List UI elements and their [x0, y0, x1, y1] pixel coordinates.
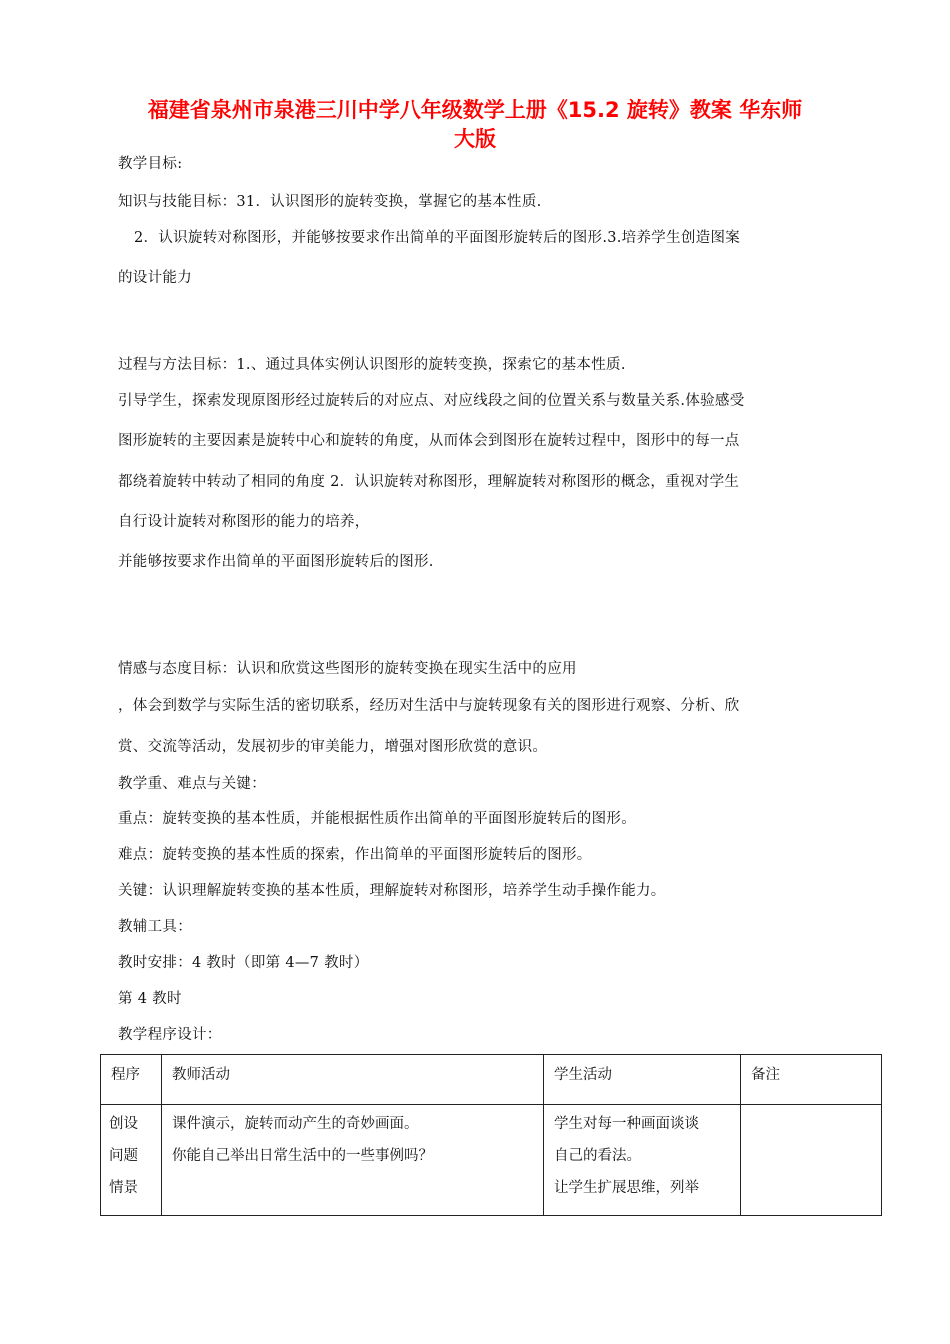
- student-activity-line: 学生对每一种画面谈谈: [554, 1116, 699, 1132]
- paragraph-line: 教学程序设计：: [118, 1027, 222, 1043]
- paragraph-line: 图形旋转的主要因素是旋转中心和旋转的角度，从而体会到图形在旋转过程中，图形中的每一点: [118, 433, 740, 449]
- section-heading-objectives: 教学目标:: [118, 156, 183, 172]
- table-cell: [544, 1105, 741, 1216]
- table-header-cell: [162, 1055, 544, 1105]
- table-header-cell: [544, 1055, 741, 1105]
- stage-cell: [101, 1105, 161, 1204]
- paragraph-line: 知识与技能目标：31．认识图形的旋转变换，掌握它的基本性质.: [118, 194, 542, 210]
- paragraph-line: 过程与方法目标：1.、通过具体实例认识图形的旋转变换，探索它的基本性质.: [118, 357, 626, 373]
- paragraph-line: 引导学生，探索发现原图形经过旋转后的对应点、对应线段之间的位置关系与数量关系.体验感受: [118, 393, 745, 409]
- lesson-plan-table: [100, 1054, 882, 1216]
- table-header-cell: [101, 1055, 162, 1105]
- student-activity-line: 自己的看法。: [554, 1148, 641, 1164]
- header-teacher-activity: 教师活动: [172, 1067, 230, 1083]
- header-procedure: 程序: [111, 1067, 140, 1083]
- section-heading-keypoints: 教学重、难点与关键：: [118, 776, 266, 792]
- teacher-activity-line: 课件演示，旋转而动产生的奇妙画面。: [172, 1116, 419, 1132]
- paragraph-line: 重点：旋转变换的基本性质，并能根据性质作出简单的平面图形旋转后的图形。: [118, 811, 636, 827]
- table-header-row: [101, 1055, 882, 1105]
- paragraph-line: 2．认识旋转对称图形，并能够按要求作出简单的平面图形旋转后的图形.3.培养学生创造图案: [134, 230, 741, 246]
- table-cell: [741, 1105, 882, 1216]
- paragraph-line: 并能够按要求作出简单的平面图形旋转后的图形.: [118, 554, 434, 570]
- paragraph-line: 情感与态度目标：认识和欣赏这些图形的旋转变换在现实生活中的应用: [118, 661, 577, 677]
- table-header-cell: [741, 1055, 882, 1105]
- paragraph-line: 关键：认识理解旋转变换的基本性质，理解旋转对称图形，培养学生动手操作能力。: [118, 883, 666, 899]
- title-line-1: 福建省泉州市泉港三川中学八年级数学上册《15.2 旋转》教案 华东师: [147, 98, 803, 122]
- teacher-activity-line: 你能自己举出日常生活中的一些事例吗？: [172, 1148, 433, 1164]
- teacher-activity-cell: [162, 1105, 543, 1172]
- notes-cell: [741, 1105, 881, 1108]
- student-activity-line: 让学生扩展思维，列举: [554, 1180, 699, 1196]
- paragraph-line: 第 4 教时: [118, 991, 182, 1007]
- paragraph-line: 赏、交流等活动，发展初步的审美能力，增强对图形欣赏的意识。: [118, 739, 548, 755]
- stage-line: 问题: [109, 1148, 138, 1164]
- paragraph-line: 自行设计旋转对称图形的能力的培养，: [118, 514, 370, 530]
- document-title: [110, 96, 840, 154]
- table-cell: [162, 1105, 544, 1216]
- paragraph-line: 的设计能力: [118, 270, 192, 286]
- paragraph-line: 都绕着旋转中转动了相同的角度 2．认识旋转对称图形，理解旋转对称图形的概念，重视对学生: [118, 474, 740, 490]
- stage-line: 情景: [109, 1180, 138, 1196]
- student-activity-cell: [544, 1105, 740, 1204]
- paragraph-line: 难点：旋转变换的基本性质的探索，作出简单的平面图形旋转后的图形。: [118, 847, 592, 863]
- paragraph-line: ，体会到数学与实际生活的密切联系，经历对生活中与旋转现象有关的图形进行观察、分析、欣: [118, 698, 740, 714]
- title-line-2: 大版: [454, 127, 496, 151]
- paragraph-line: 教辅工具：: [118, 919, 192, 935]
- header-student-activity: 学生活动: [554, 1067, 612, 1083]
- stage-line: 创设: [109, 1116, 138, 1132]
- paragraph-line: 教时安排：4 教时（即第 4—7 教时）: [118, 955, 369, 971]
- table-row: [101, 1105, 882, 1216]
- table-cell: [101, 1105, 162, 1216]
- header-notes: 备注: [751, 1067, 780, 1083]
